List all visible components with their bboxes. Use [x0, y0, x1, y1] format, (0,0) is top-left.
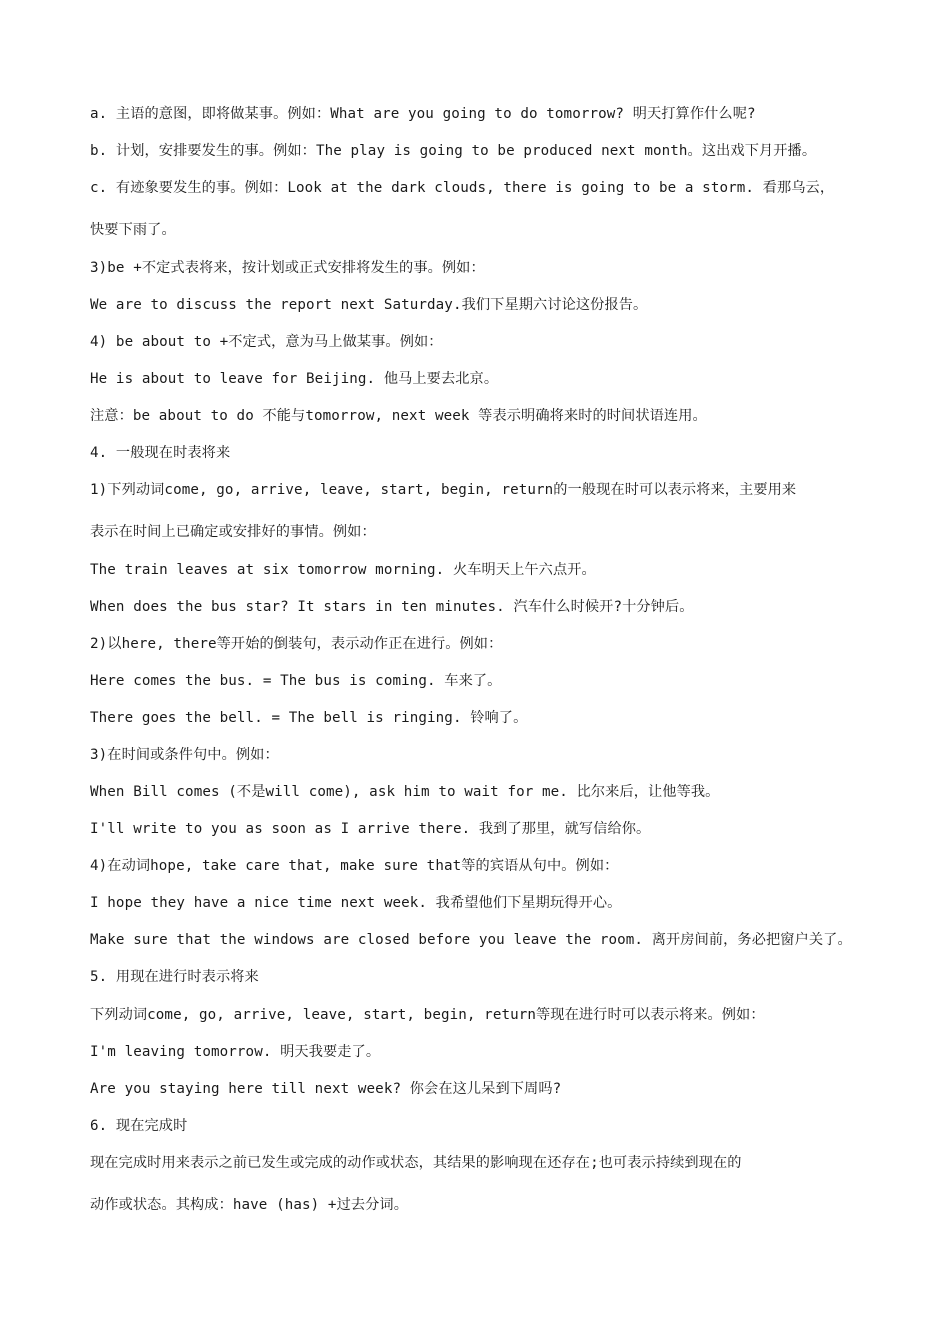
text-line: 3)在时间或条件句中。例如：: [90, 747, 279, 763]
section-heading: 5. 用现在进行时表示将来: [90, 969, 259, 985]
text-line: a. 主语的意图，即将做某事。例如：What are you going to do tomorrow? 明天打算作什么呢?: [90, 106, 756, 122]
text-line: 注意：be about to do 不能与tomorrow, next week 等表示明确将来时的时间状语连用。: [90, 408, 707, 424]
text-line: 下列动词come, go, arrive, leave, start, begin, return等现在进行时可以表示将来。例如：: [90, 1007, 765, 1023]
text-line: When Bill comes (不是will come), ask him to wait for me. 比尔来后，让他等我。: [90, 784, 720, 800]
text-line: I hope they have a nice time next week. 我希望他们下星期玩得开心。: [90, 895, 622, 911]
text-line: 表示在时间上已确定或安排好的事情。例如：: [90, 524, 376, 540]
text-line: When does the bus star? It stars in ten minutes. 汽车什么时候开?十分钟后。: [90, 599, 694, 615]
text-line: He is about to leave for Beijing. 他马上要去北京。: [90, 371, 499, 387]
section-heading: 6. 现在完成时: [90, 1118, 188, 1134]
text-line: 动作或状态。其构成：have (has) +过去分词。: [90, 1197, 409, 1213]
text-line: 1)下列动词come, go, arrive, leave, start, begin, return的一般现在时可以表示将来，主要用来: [90, 482, 797, 498]
text-line: The train leaves at six tomorrow morning. 火车明天上午六点开。: [90, 562, 596, 578]
section-heading: 4. 一般现在时表将来: [90, 445, 231, 461]
text-line: Are you staying here till next week? 你会在这儿呆到下周吗?: [90, 1081, 562, 1097]
text-line: 3)be +不定式表将来，按计划或正式安排将发生的事。例如：: [90, 260, 485, 276]
text-line: 现在完成时用来表示之前已发生或完成的动作或状态，其结果的影响现在还存在;也可表示持续到现在的: [90, 1155, 742, 1171]
text-line: b. 计划，安排要发生的事。例如：The play is going to be produced next month。这出戏下月开播。: [90, 143, 817, 159]
text-line: Make sure that the windows are closed before you leave the room. 离开房间前，务必把窗户关了。: [90, 932, 852, 948]
text-line: Here comes the bus. = The bus is coming. 车来了。: [90, 673, 502, 689]
text-line: I'm leaving tomorrow. 明天我要走了。: [90, 1044, 381, 1060]
text-line: 2)以here, there等开始的倒装句，表示动作正在进行。例如：: [90, 636, 503, 652]
text-line: 4)在动词hope, take care that, make sure that等的宾语从句中。例如：: [90, 858, 619, 874]
text-line: I'll write to you as soon as I arrive there. 我到了那里，就写信给你。: [90, 821, 651, 837]
text-line: c. 有迹象要发生的事。例如：Look at the dark clouds, there is going to be a storm. 看那乌云，: [90, 180, 835, 196]
text-line: There goes the bell. = The bell is ringing. 铃响了。: [90, 710, 528, 726]
text-line: 4) be about to +不定式，意为马上做某事。例如：: [90, 334, 443, 350]
text-line: 快要下雨了。: [90, 222, 176, 238]
text-line: We are to discuss the report next Saturday.我们下星期六讨论这份报告。: [90, 297, 648, 313]
